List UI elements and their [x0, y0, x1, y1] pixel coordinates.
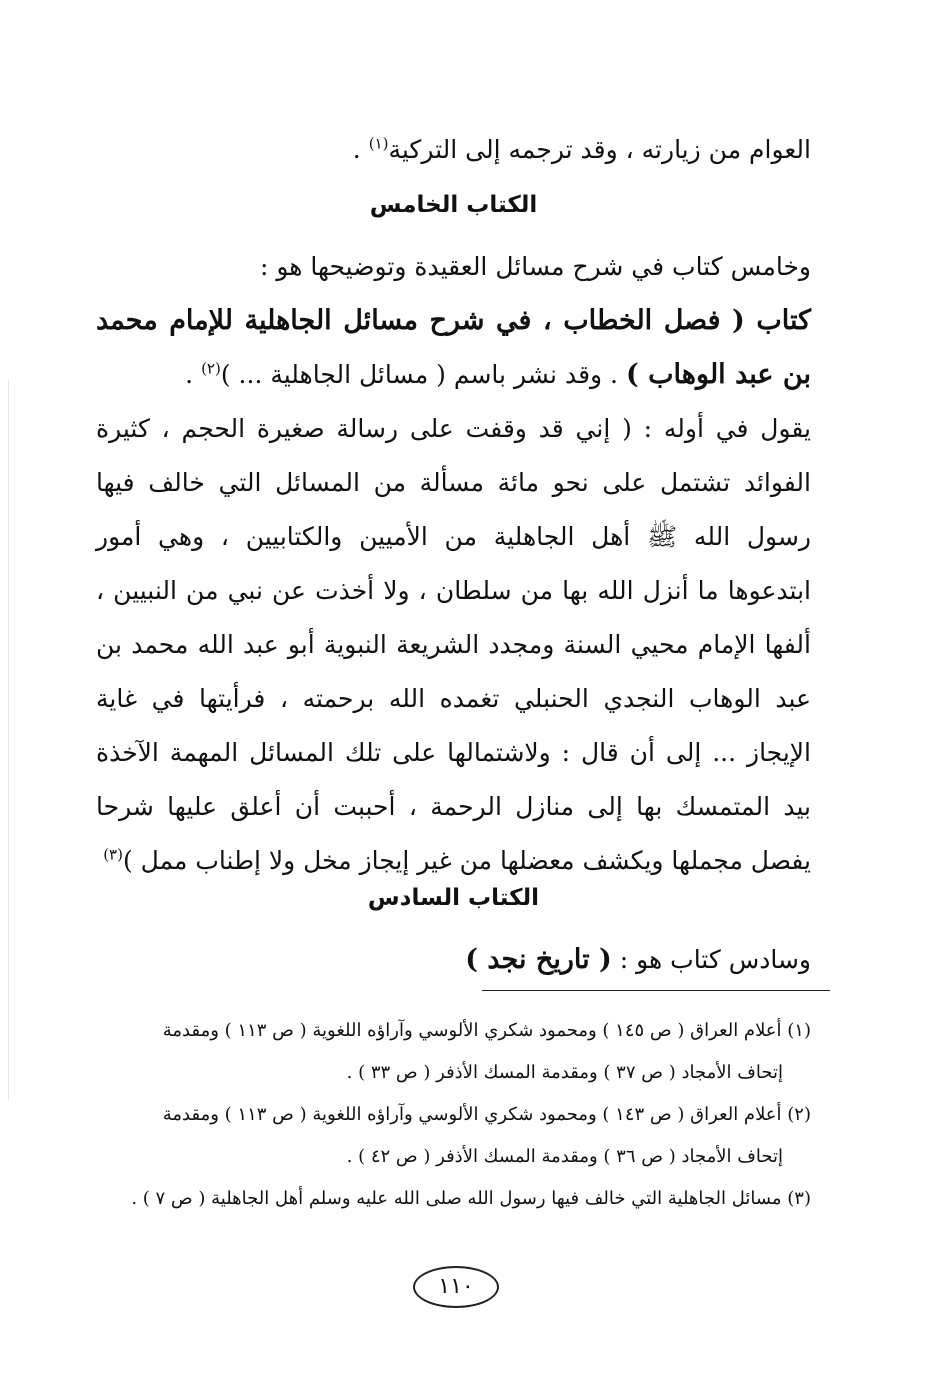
fifth-book-title: كتاب ( فصل الخطاب ، في شرح مسائل الجاهلية للإمام محمد بن عبد الوهاب ) — [96, 305, 811, 390]
footnote-2 — [96, 1094, 811, 1178]
footnote-divider — [482, 990, 830, 991]
fifth-book-alt-title: . وقد نشر باسم ( مسائل الجاهلية ... ) — [220, 360, 626, 389]
footnote-3 — [96, 1178, 811, 1220]
footnote-ref-2[interactable]: (٢) — [201, 359, 221, 378]
fifth-book-section — [96, 240, 811, 888]
sixth-book-intro — [96, 933, 811, 987]
footnotes — [96, 1010, 811, 1220]
sixth-book-intro-text: وسادس كتاب هو : — [611, 945, 811, 974]
fifth-book-title-end: . — [185, 360, 202, 389]
footnote-1-line-1: (١) أعلام العراق ( ص ١٤٥ ) ومحمود شكري الألوسي وآراؤه اللغوية ( ص ١١٣ ) ومقدمة — [162, 1020, 811, 1041]
fifth-book-title-paragraph — [96, 294, 811, 402]
heading-fifth-book: الكتاب الخامس — [369, 192, 538, 218]
sixth-book-section — [96, 933, 811, 987]
footnote-2-line-2: إتحاف الأمجاد ( ص ٣٦ ) ومقدمة المسك الأذفر ( ص ٤٢ ) . — [346, 1146, 783, 1167]
footnote-1-line-2: إتحاف الأمجاد ( ص ٣٧ ) ومقدمة المسك الأذفر ( ص ٣٣ ) . — [346, 1062, 783, 1083]
heading-sixth-book: الكتاب السادس — [367, 885, 540, 911]
opening-line-end: . — [352, 135, 369, 164]
page-number: ١١٠ — [413, 1266, 499, 1308]
opening-line — [96, 123, 811, 177]
scan-edge-line — [8, 380, 9, 1100]
footnote-ref-3[interactable]: (٣) — [103, 845, 123, 864]
fifth-book-intro: وخامس كتاب في شرح مسائل العقيدة وتوضيحها هو : — [259, 252, 811, 281]
sixth-book-title: ( تاريخ نجد ) — [465, 944, 612, 975]
opening-line-text: العوام من زيارته ، وقد ترجمه إلى التركية — [388, 135, 811, 164]
footnote-ref-1[interactable]: (١) — [368, 134, 389, 153]
opening-line-block — [96, 123, 811, 177]
footnote-3-line-1: (٣) مسائل الجاهلية التي خالف فيها رسول الله صلى الله عليه وسلم أهل الجاهلية ( ص ٧ ) . — [131, 1188, 811, 1209]
fifth-book-quote — [96, 402, 811, 888]
footnote-2-line-1: (٢) أعلام العراق ( ص ١٤٣ ) ومحمود شكري الألوسي وآراؤه اللغوية ( ص ١١٣ ) ومقدمة — [162, 1104, 811, 1125]
footnote-1 — [96, 1010, 811, 1094]
fifth-book-quote-text: يقول في أوله : ( إني قد وقفت على رسالة صغيرة الحجم ، كثيرة الفوائد تشتمل على نحو مائة مسألة من المسائل التي خالف فيها رسول الله ﷺ أهل الجاهلية من الأميين والكتابيين ، وهي أمور ابتدعوها ما أنزل الله بها من سلطان ، ولا أخذت عن نبي من النبيين ، ألفها الإمام محيي السنة ومجدد الشريعة النبوية أبو عبد الله محمد بن عبد الوهاب النجدي الحنبلي تغمده الله برحمته ، فرأيتها في غاية الإيجاز ... إلى أن قال : ولاشتمالها على تلك المسائل المهمة الآخذة بيد المتمسك بها إلى منازل الرحمة ، أحببت أن أعلق عليها شرحا يفصل مجملها ويكشف معضلها من غير إيجاز مخل ولا إطناب ممل ) — [96, 414, 811, 875]
